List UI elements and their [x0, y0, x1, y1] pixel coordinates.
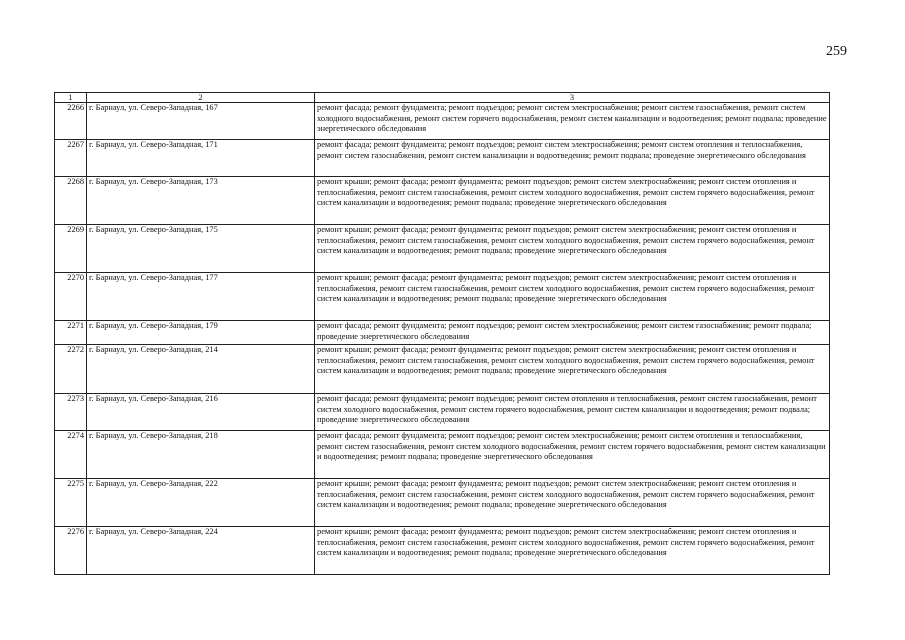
row-works: ремонт фасада; ремонт фундамента; ремонт подъездов; ремонт систем отопления и теплоснабжения, ремонт систем газоснабжения, ремонт систем холодного водоснабжения, ремонт систем горячего водоснабжения, ремонт систем канализации и водоотведения; ремонт подвала; проведение энергетического обследования [315, 394, 830, 431]
row-works: ремонт крыши; ремонт фасада; ремонт фундамента; ремонт подъездов; ремонт систем электроснабжения; ремонт систем отопления и теплоснабжения, ремонт систем газоснабжения, ремонт систем холодного водоснабжения, ремонт систем горячего водоснабжения, ремонт систем канализации и водоотведения; ремонт подвала; проведение энергетического обследования [315, 345, 830, 394]
row-address: г. Барнаул, ул. Северо-Западная, 216 [87, 394, 315, 431]
table-row [55, 225, 830, 273]
page-number: 259 [826, 44, 847, 59]
row-address: г. Барнаул, ул. Северо-Западная, 167 [87, 103, 315, 140]
table-row [55, 273, 830, 321]
header-col-2: 2 [87, 93, 315, 103]
row-address: г. Барнаул, ул. Северо-Западная, 175 [87, 225, 315, 273]
row-address: г. Барнаул, ул. Северо-Западная, 224 [87, 527, 315, 575]
row-number: 2272 [55, 345, 87, 394]
row-number: 2269 [55, 225, 87, 273]
row-address: г. Барнаул, ул. Северо-Западная, 171 [87, 140, 315, 177]
table-row [55, 431, 830, 479]
row-address: г. Барнаул, ул. Северо-Западная, 177 [87, 273, 315, 321]
row-number: 2267 [55, 140, 87, 177]
row-number: 2271 [55, 321, 87, 345]
table-row [55, 140, 830, 177]
row-works: ремонт крыши; ремонт фасада; ремонт фундамента; ремонт подъездов; ремонт систем электроснабжения; ремонт систем отопления и теплоснабжения, ремонт систем газоснабжения, ремонт систем холодного водоснабжения, ремонт систем горячего водоснабжения, ремонт систем канализации и водоотведения; ремонт подвала; проведение энергетического обследования [315, 273, 830, 321]
row-address: г. Барнаул, ул. Северо-Западная, 222 [87, 479, 315, 527]
row-number: 2276 [55, 527, 87, 575]
row-number: 2274 [55, 431, 87, 479]
repair-registry-table [54, 92, 830, 575]
row-works: ремонт крыши; ремонт фасада; ремонт фундамента; ремонт подъездов; ремонт систем электроснабжения; ремонт систем отопления и теплоснабжения, ремонт систем газоснабжения, ремонт систем холодного водоснабжения, ремонт систем горячего водоснабжения, ремонт систем канализации и водоотведения; ремонт подвала; проведение энергетического обследования [315, 225, 830, 273]
table-row [55, 345, 830, 394]
row-works: ремонт крыши; ремонт фасада; ремонт фундамента; ремонт подъездов; ремонт систем электроснабжения; ремонт систем отопления и теплоснабжения, ремонт систем газоснабжения, ремонт систем холодного водоснабжения, ремонт систем горячего водоснабжения, ремонт систем канализации и водоотведения; ремонт подвала; проведение энергетического обследования [315, 177, 830, 225]
row-number: 2273 [55, 394, 87, 431]
row-address: г. Барнаул, ул. Северо-Западная, 173 [87, 177, 315, 225]
table-row [55, 527, 830, 575]
header-col-3: 3 [315, 93, 830, 103]
table-row [55, 177, 830, 225]
table-row [55, 394, 830, 431]
table-row [55, 321, 830, 345]
row-address: г. Барнаул, ул. Северо-Западная, 214 [87, 345, 315, 394]
row-works: ремонт фасада; ремонт фундамента; ремонт подъездов; ремонт систем электроснабжения; ремонт систем отопления и теплоснабжения, ремонт систем газоснабжения, ремонт систем канализации и водоотведения; ремонт подвала; проведение энергетического обследования [315, 140, 830, 177]
table-row [55, 479, 830, 527]
header-col-1: 1 [55, 93, 87, 103]
row-number: 2275 [55, 479, 87, 527]
row-number: 2270 [55, 273, 87, 321]
table-row [55, 103, 830, 140]
table-header-row [55, 93, 830, 103]
row-works: ремонт фасада; ремонт фундамента; ремонт подъездов; ремонт систем электроснабжения; ремонт систем отопления и теплоснабжения, ремонт систем газоснабжения, ремонт систем холодного водоснабжения, ремонт систем горячего водоснабжения, ремонт систем канализации и водоотведения; ремонт подвала; проведение энергетического обследования [315, 431, 830, 479]
row-address: г. Барнаул, ул. Северо-Западная, 218 [87, 431, 315, 479]
row-works: ремонт крыши; ремонт фасада; ремонт фундамента; ремонт подъездов; ремонт систем электроснабжения; ремонт систем отопления и теплоснабжения, ремонт систем газоснабжения, ремонт систем холодного водоснабжения, ремонт систем горячего водоснабжения, ремонт систем канализации и водоотведения; ремонт подвала; проведение энергетического обследования [315, 527, 830, 575]
row-works: ремонт крыши; ремонт фасада; ремонт фундамента; ремонт подъездов; ремонт систем электроснабжения; ремонт систем отопления и теплоснабжения, ремонт систем газоснабжения, ремонт систем холодного водоснабжения, ремонт систем горячего водоснабжения, ремонт систем канализации и водоотведения; ремонт подвала; проведение энергетического обследования [315, 479, 830, 527]
row-number: 2268 [55, 177, 87, 225]
row-works: ремонт фасада; ремонт фундамента; ремонт подъездов; ремонт систем электроснабжения; ремонт систем газоснабжения, ремонт систем холодного водоснабжения, ремонт систем горячего водоснабжения, ремонт систем канализации и водоотведения; ремонт подвала; проведение энергетического обследования [315, 103, 830, 140]
row-address: г. Барнаул, ул. Северо-Западная, 179 [87, 321, 315, 345]
row-works: ремонт фасада; ремонт фундамента; ремонт подъездов; ремонт систем электроснабжения; ремонт систем газоснабжения; ремонт подвала; проведение энергетического обследования [315, 321, 830, 345]
row-number: 2266 [55, 103, 87, 140]
